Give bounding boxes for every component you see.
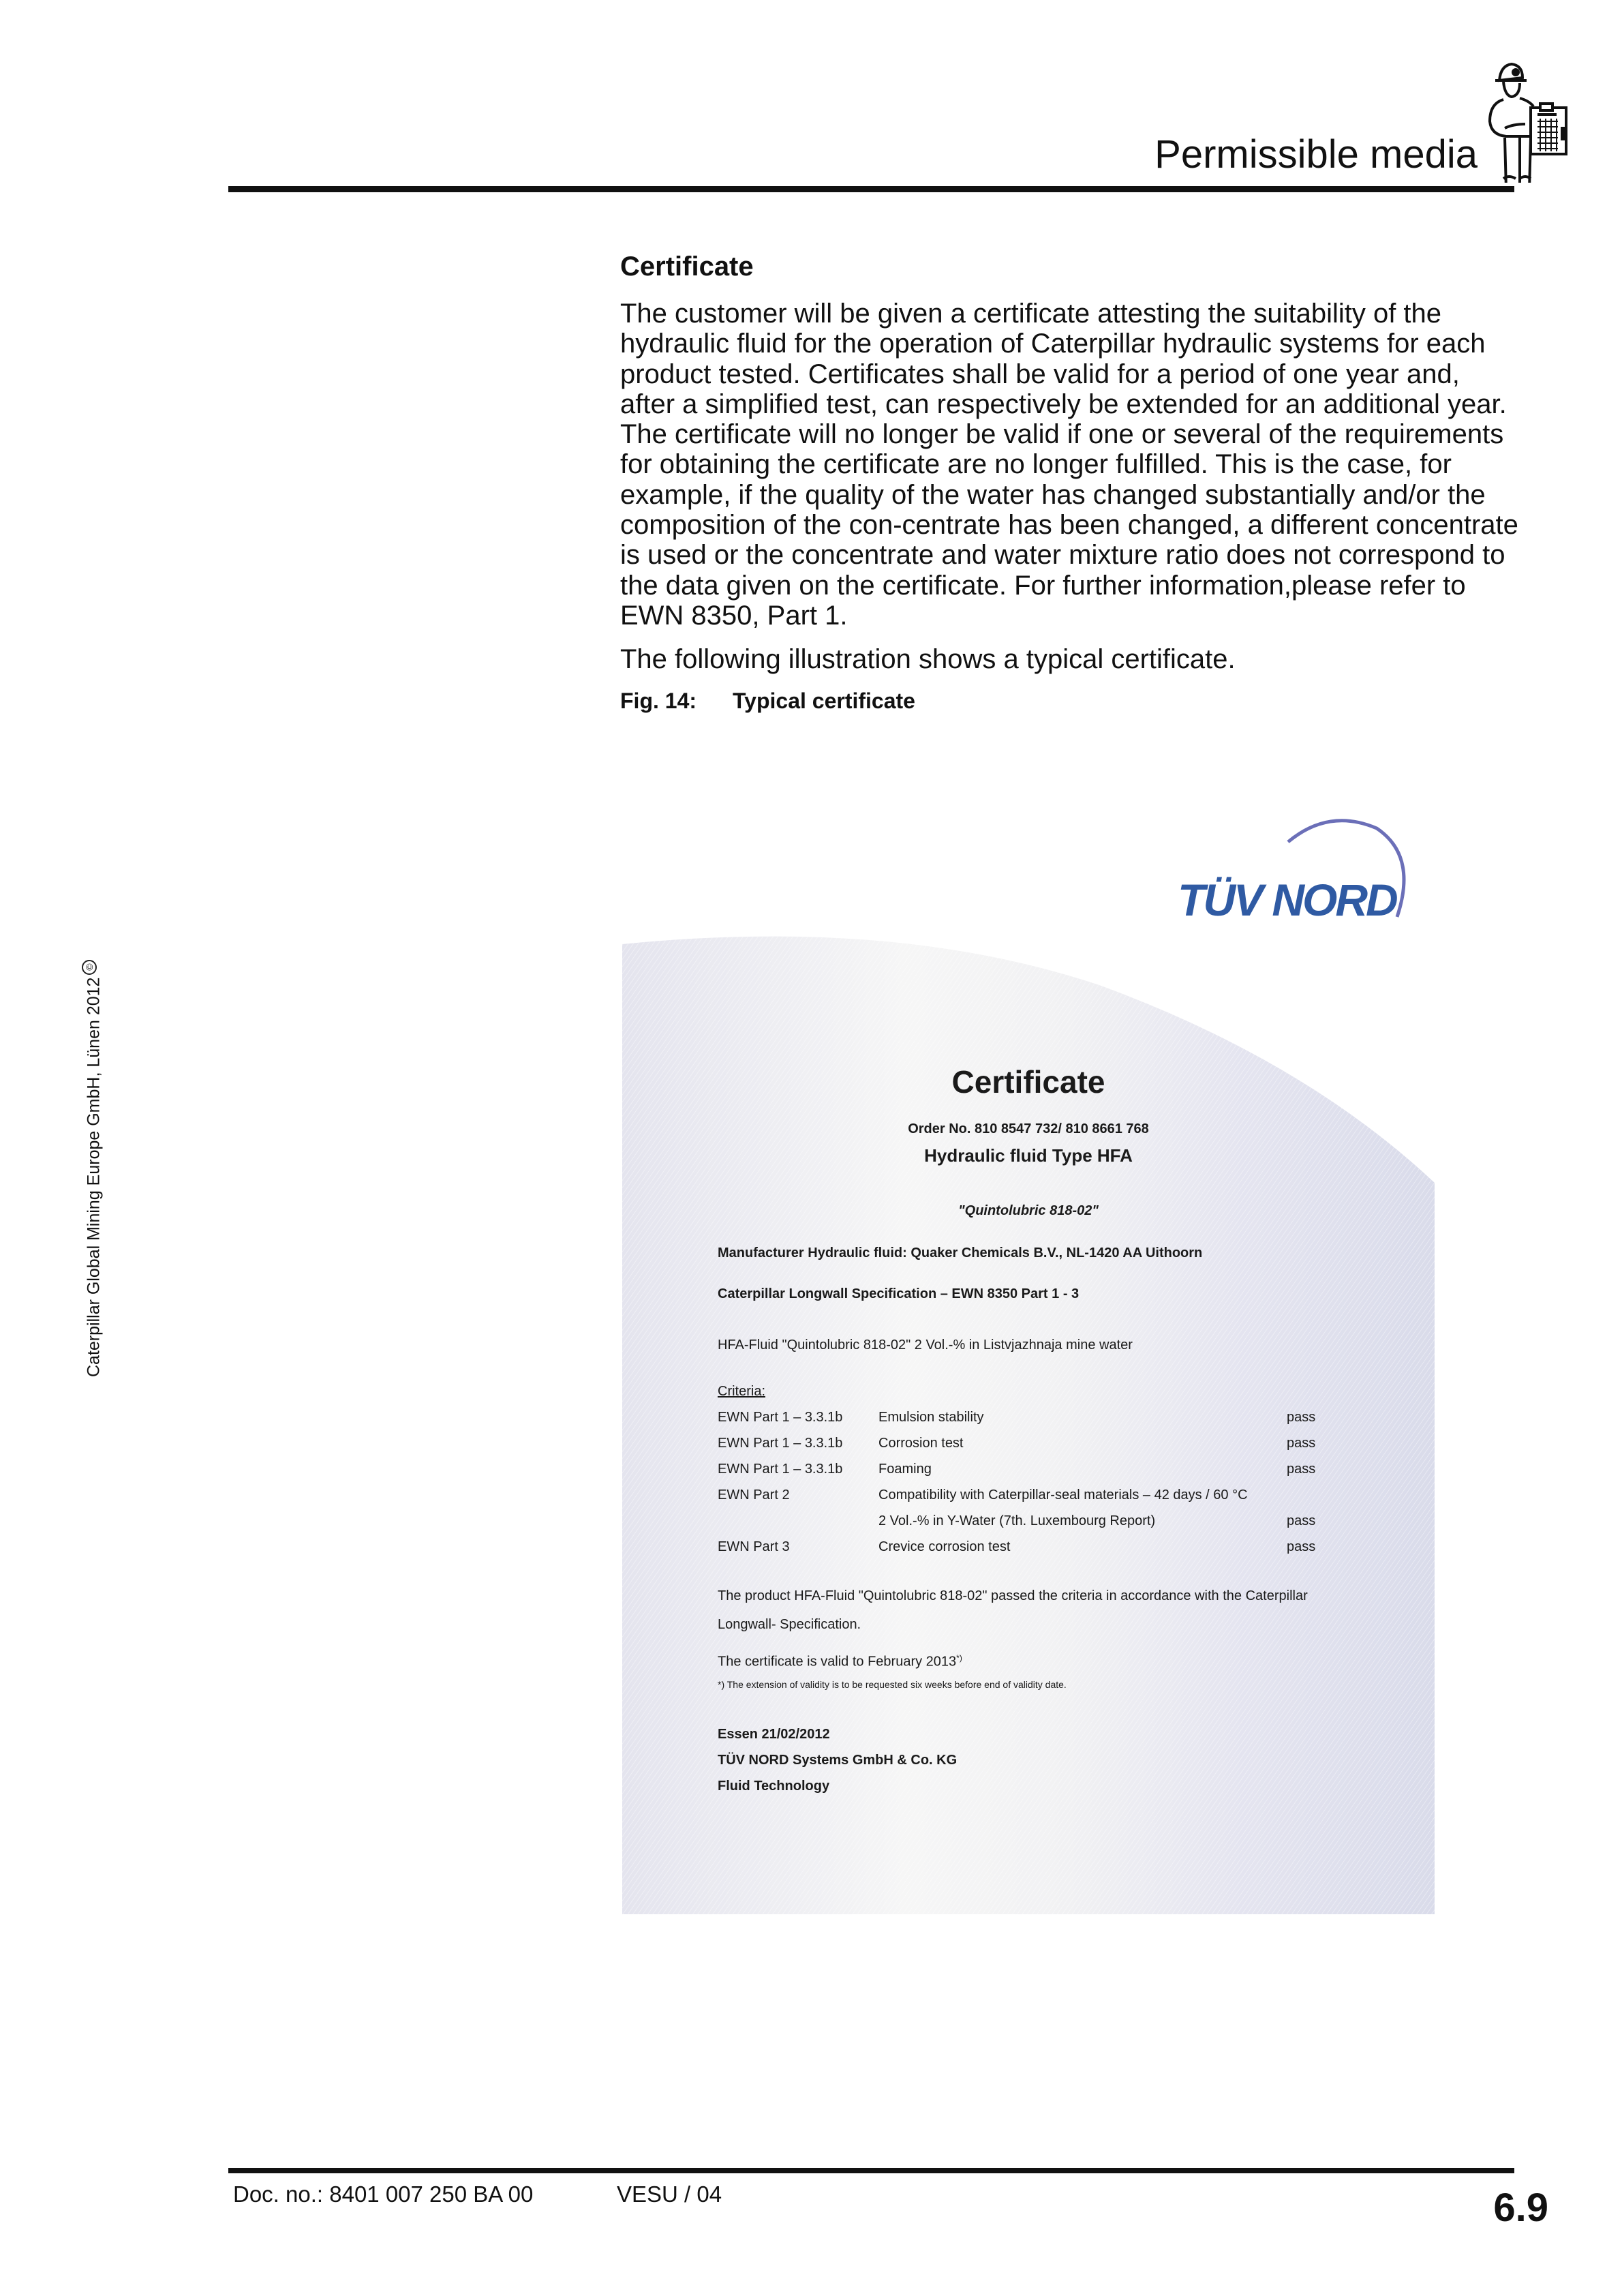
- document-version: VESU / 04: [617, 2181, 722, 2207]
- logo-text: TÜV NORD: [1178, 875, 1396, 925]
- validity-mark: *): [956, 1653, 962, 1663]
- main-content: [620, 250, 1520, 714]
- copyright-symbol-icon: ©: [82, 960, 97, 975]
- specification: Caterpillar Longwall Specification – EWN 8350 Part 1 - 3: [718, 1286, 1080, 1301]
- criteria-result: pass: [1287, 1436, 1316, 1451]
- certificate-title: Certificate: [951, 1064, 1105, 1100]
- criteria-ref: EWN Part 1 – 3.3.1b: [718, 1462, 843, 1477]
- criteria-row: [718, 1487, 1263, 1508]
- figure-caption: [620, 689, 1520, 714]
- criteria-heading: Criteria:: [718, 1384, 766, 1399]
- figure-number: Fig. 14:: [620, 688, 697, 713]
- issuer: TÜV NORD Systems GmbH & Co. KG: [718, 1753, 958, 1768]
- body-paragraph: The following illustration shows a typical certificate.: [620, 644, 1236, 675]
- place-date: Essen 21/02/2012: [718, 1727, 830, 1742]
- criteria-row: [718, 1410, 1316, 1430]
- criteria-ref: EWN Part 3: [718, 1539, 790, 1554]
- criteria-desc: Corrosion test: [878, 1436, 964, 1451]
- criteria-row: [718, 1539, 1316, 1560]
- page-section-title: Permissible media: [1154, 132, 1478, 177]
- fluid-description: HFA-Fluid "Quintolubric 818-02" 2 Vol.-% in Listvjazhnaja mine water: [718, 1338, 1133, 1353]
- body-paragraph: The customer will be given a certificate attesting the suitability of the hydraulic fluid for the operation of Caterpillar hydraulic systems for each product tested. Certificates shall be valid for a period of one year and, after a simplified test, can respectively be extended for an additional year. The certificate will no longer be valid if one or several of the requirements for obtaining the certificate are no longer fulfilled. This is the case, for example, if the quality of the water has changed substantially and/or the composition of the con-centrate has been changed, a different concentrate is used or the concentrate and water mixture ratio does not correspond to the data given on the certificate. For further information,please refer to EWN 8350, Part 1.: [620, 299, 1518, 631]
- header-rule: [228, 186, 1514, 192]
- signature-block: [718, 1721, 957, 1799]
- department: Fluid Technology: [718, 1779, 830, 1794]
- criteria-ref: EWN Part 1 – 3.3.1b: [718, 1410, 843, 1425]
- criteria-row: [718, 1436, 1316, 1456]
- copyright-text: Caterpillar Global Mining Europe GmbH, Lünen 2012: [84, 977, 104, 1377]
- criteria-desc: 2 Vol.-% in Y-Water (7th. Luxembourg Report): [878, 1513, 1156, 1528]
- manufacturer: Manufacturer Hydraulic fluid: Quaker Chemicals B.V., NL-1420 AA Uithoorn: [718, 1245, 1203, 1260]
- tuv-nord-logo: [1172, 815, 1424, 931]
- criteria-row: [718, 1462, 1316, 1482]
- criteria-result: pass: [1287, 1462, 1316, 1477]
- product-name: "Quintolubric 818-02": [958, 1203, 1099, 1218]
- section-heading: Certificate: [620, 252, 754, 282]
- order-number: Order No. 810 8547 732/ 810 8661 768: [908, 1121, 1149, 1136]
- footer-rule: [228, 2168, 1514, 2173]
- copyright-notice: [82, 960, 104, 1377]
- criteria-result: pass: [1287, 1539, 1316, 1554]
- validity-text: The certificate is valid to February 2013: [718, 1654, 957, 1670]
- worker-with-clipboard-icon: [1486, 53, 1567, 183]
- criteria-desc: Emulsion stability: [878, 1410, 984, 1425]
- criteria-ref: EWN Part 1 – 3.3.1b: [718, 1436, 843, 1451]
- document-number: Doc. no.: 8401 007 250 BA 00: [233, 2181, 534, 2207]
- criteria-result: pass: [1287, 1513, 1316, 1528]
- validity-footnote: *) The extension of validity is to be requested six weeks before end of validity date.: [718, 1679, 1067, 1690]
- criteria-row: [718, 1513, 1316, 1534]
- criteria-desc: Compatibility with Caterpillar-seal materials – 42 days / 60 °C: [878, 1487, 1248, 1502]
- criteria-desc: Foaming: [878, 1462, 932, 1477]
- criteria-ref: EWN Part 2: [718, 1487, 790, 1502]
- certificate-illustration: [622, 931, 1435, 1914]
- fluid-type: Hydraulic fluid Type HFA: [924, 1145, 1133, 1166]
- figure-caption-text: Typical certificate: [733, 688, 915, 713]
- page-number: 6.9: [1493, 2186, 1548, 2230]
- validity-statement: [718, 1653, 962, 1670]
- criteria-desc: Crevice corrosion test: [878, 1539, 1011, 1554]
- criteria-result: pass: [1287, 1410, 1316, 1425]
- passed-statement: The product HFA-Fluid "Quintolubric 818-02" passed the criteria in accordance with the Caterpillar Longwall- Specification.: [718, 1588, 1308, 1632]
